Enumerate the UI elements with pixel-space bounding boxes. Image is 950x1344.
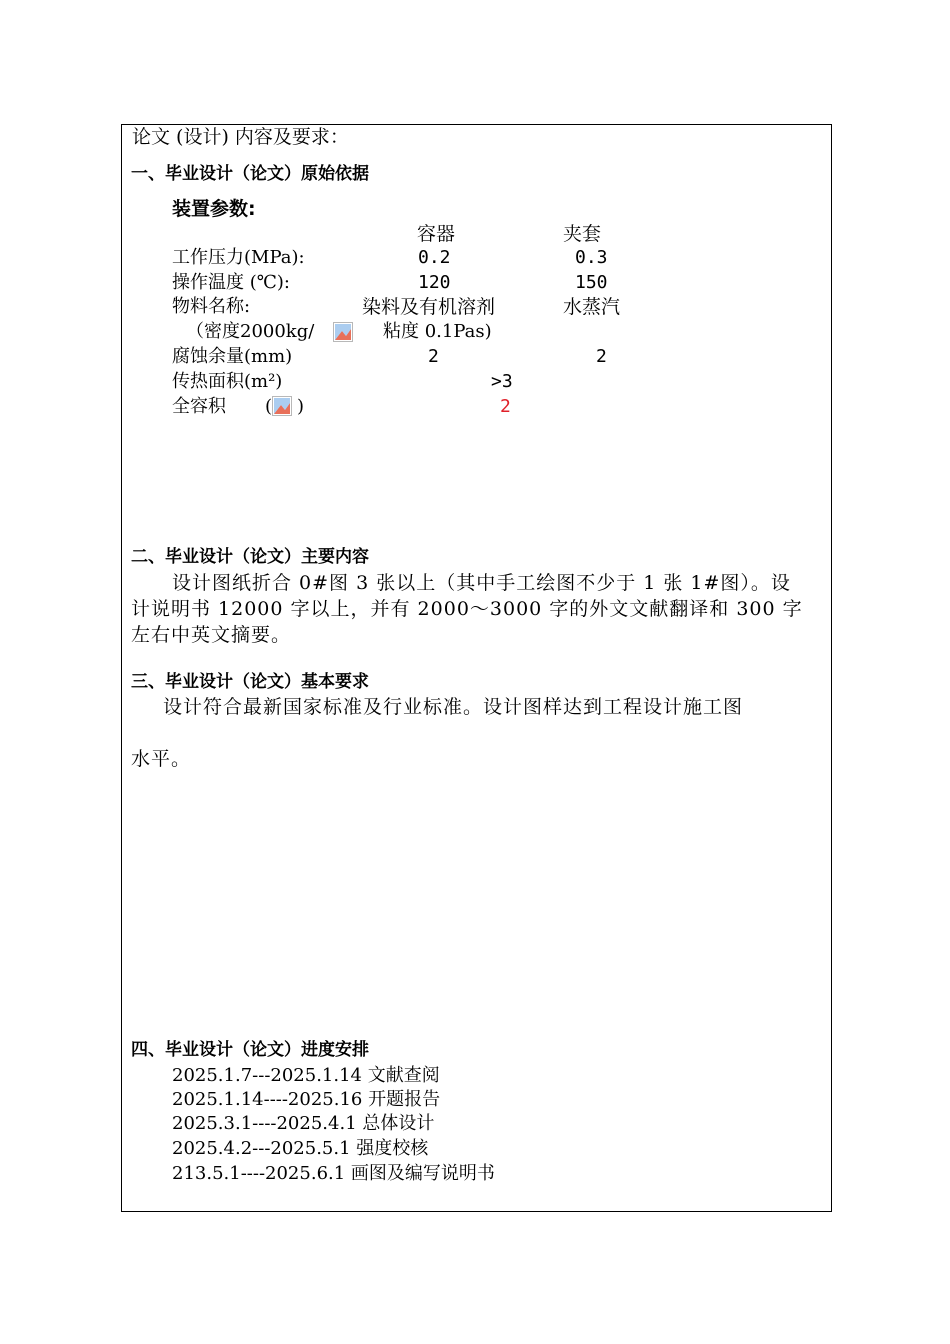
temperature-vessel: 120 xyxy=(418,272,451,293)
heat-area-label: 传热面积(m²) xyxy=(172,371,283,392)
col-header-vessel: 容器 xyxy=(417,223,456,245)
volume-value: 2 xyxy=(500,396,511,417)
broken-image-icon xyxy=(333,322,353,342)
section3-line2: 水平。 xyxy=(131,748,192,770)
temperature-jacket: 150 xyxy=(575,272,608,293)
section2-line2: 计说明书 12000 字以上，并有 2000～3000 字的外文文献翻译和 300 字 xyxy=(131,598,803,620)
section4-title: 四、毕业设计（论文）进度安排 xyxy=(131,1040,369,1060)
section2-line3: 左右中英文摘要。 xyxy=(131,624,292,646)
volume-paren-close: ) xyxy=(297,396,305,417)
schedule-item: 213.5.1----2025.6.1 画图及编写说明书 xyxy=(172,1163,495,1184)
corrosion-jacket: 2 xyxy=(596,346,607,367)
schedule-item: 2025.1.14----2025.16 开题报告 xyxy=(172,1089,441,1110)
section3-line1: 设计符合最新国家标准及行业标准。设计图样达到工程设计施工图 xyxy=(163,696,744,718)
col-header-jacket: 夹套 xyxy=(563,223,602,245)
material-jacket: 水蒸汽 xyxy=(563,296,621,318)
volume-label: 全容积 xyxy=(172,396,226,417)
schedule-item: 2025.4.2---2025.5.1 强度校核 xyxy=(172,1138,429,1159)
density-prefix: （密度2000kg/ xyxy=(186,321,315,342)
material-label: 物料名称: xyxy=(172,296,251,317)
pressure-label: 工作压力(MPa): xyxy=(172,247,305,268)
broken-image-icon xyxy=(272,396,292,416)
volume-paren-open: ( xyxy=(265,396,273,417)
pressure-jacket: 0.3 xyxy=(575,247,608,268)
corrosion-label: 腐蚀余量(mm) xyxy=(172,346,293,367)
heat-area-value: >3 xyxy=(491,371,513,392)
section2-title: 二、毕业设计（论文）主要内容 xyxy=(131,547,369,567)
corrosion-vessel: 2 xyxy=(428,346,439,367)
section1-title: 一、毕业设计（论文）原始依据 xyxy=(131,164,369,184)
header-title: 论文 (设计) 内容及要求： xyxy=(132,126,349,148)
section2-line1: 设计图纸折合 0#图 3 张以上（其中手工绘图不少于 1 张 1#图）。设 xyxy=(172,572,791,594)
section3-title: 三、毕业设计（论文）基本要求 xyxy=(131,672,369,692)
pressure-vessel: 0.2 xyxy=(418,247,451,268)
schedule-item: 2025.1.7---2025.1.14 文献查阅 xyxy=(172,1065,440,1086)
material-vessel: 染料及有机溶剂 xyxy=(362,296,496,318)
temperature-label: 操作温度 (℃): xyxy=(172,272,290,293)
schedule-item: 2025.3.1----2025.4.1 总体设计 xyxy=(172,1113,435,1134)
params-subtitle: 装置参数: xyxy=(172,198,256,220)
density-suffix: 粘度 0.1Pas) xyxy=(383,321,492,342)
